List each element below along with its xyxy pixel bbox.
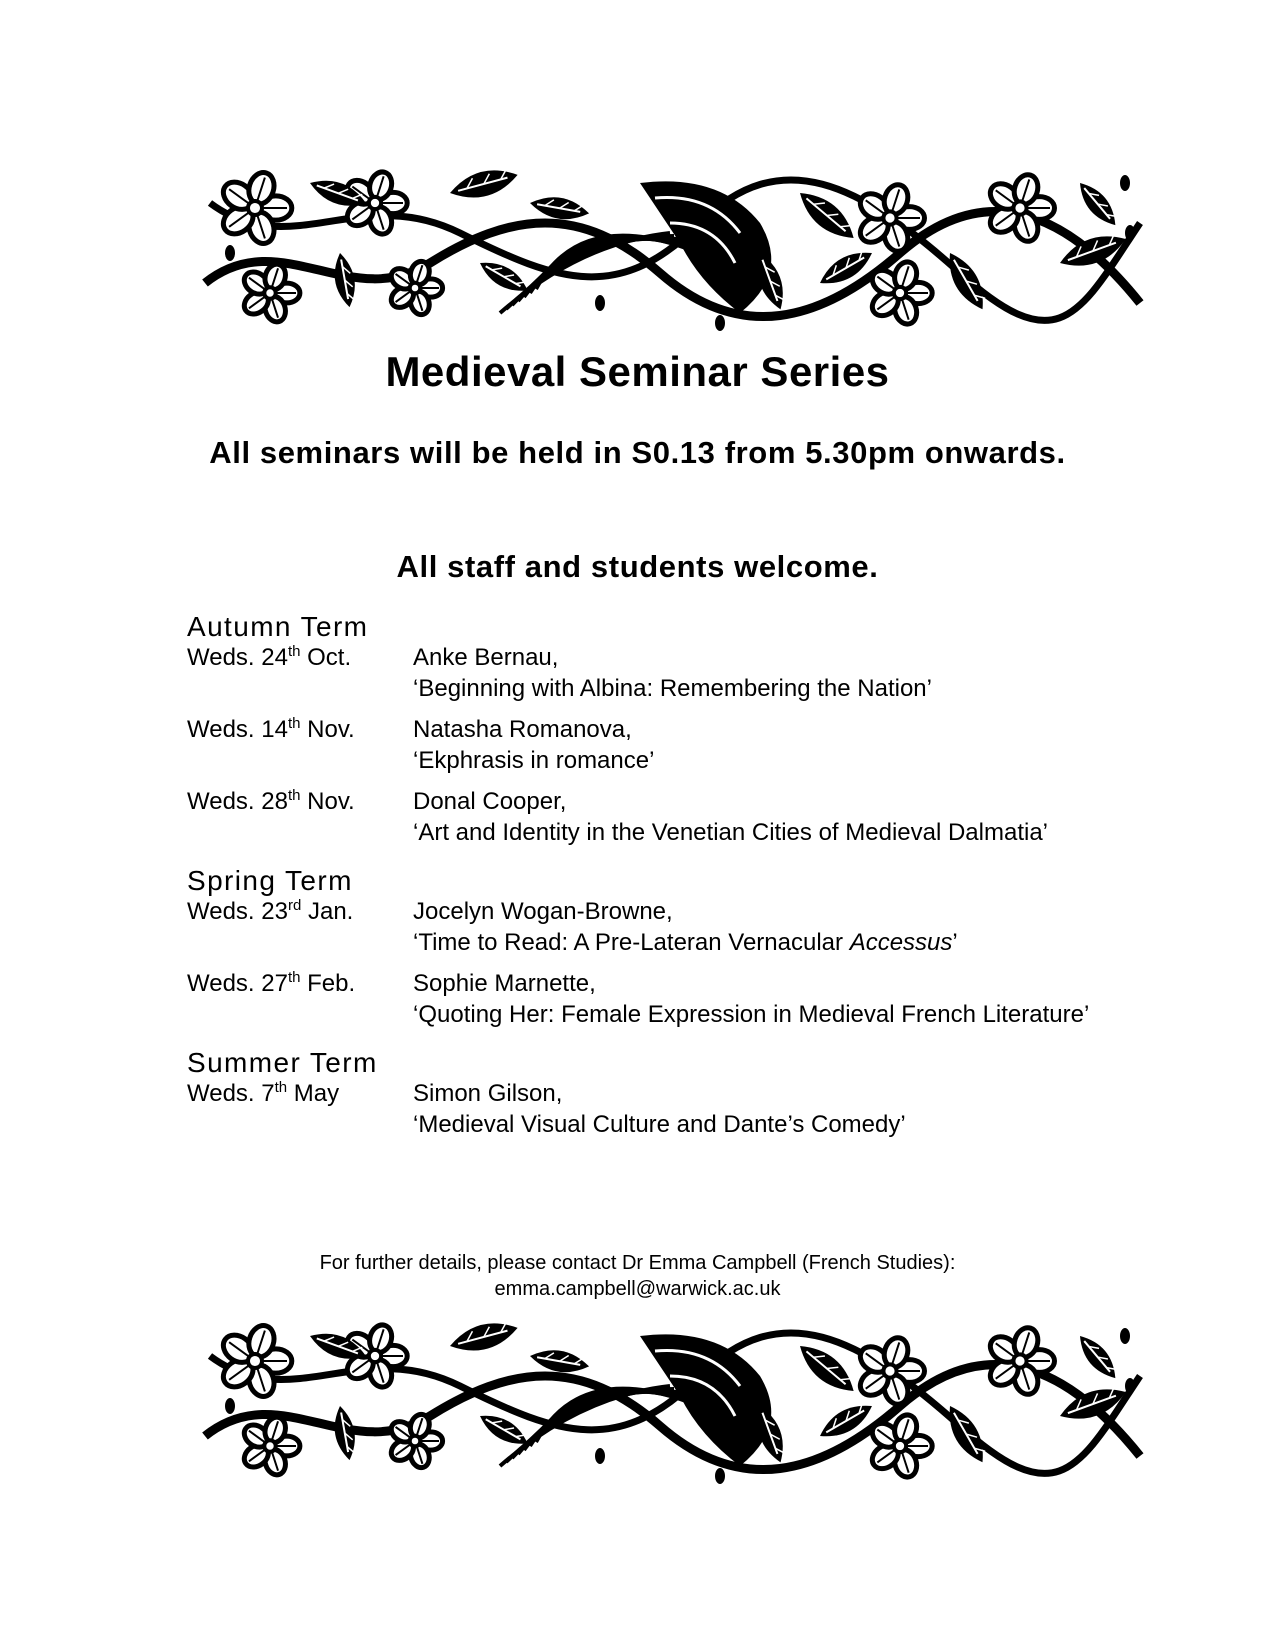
seminar-date: Weds. 7th May xyxy=(187,1079,340,1107)
seminar-schedule xyxy=(187,612,1090,1140)
term-summer xyxy=(187,1048,1090,1140)
speaker-name: Sophie Marnette, xyxy=(413,970,596,997)
speaker-name: Simon Gilson, xyxy=(413,1080,563,1107)
term-heading: Spring Term xyxy=(187,865,353,896)
flower-icon xyxy=(387,259,442,317)
talk-title: ‘Art and Identity in the Venetian Cities of Medieval Dalmatia’ xyxy=(413,819,1049,846)
leaf-icon xyxy=(815,244,877,292)
bud-icon xyxy=(1125,1378,1135,1394)
bud-icon xyxy=(595,295,605,311)
leaf-icon xyxy=(447,163,521,205)
term-heading: Autumn Term xyxy=(187,611,369,642)
seminar-date: Weds. 23rd Jan. xyxy=(187,897,354,925)
bud-icon xyxy=(225,1398,235,1414)
speaker-name: Anke Bernau, xyxy=(413,644,559,671)
flower-icon xyxy=(868,1412,933,1480)
seminar-date: Weds. 27th Feb. xyxy=(187,969,356,997)
contact-info xyxy=(0,1250,1275,1302)
bud-icon xyxy=(225,245,235,261)
seminar-entry xyxy=(187,896,1090,958)
floral-border-bottom-icon xyxy=(200,1316,1146,1484)
seminar-entry xyxy=(187,968,1090,1030)
leaf-icon xyxy=(940,1400,992,1468)
seminar-entry xyxy=(187,786,1090,848)
speaker-name: Jocelyn Wogan-Browne, xyxy=(413,898,673,925)
venue-notice: All seminars will be held in S0.13 from 5.30pm onwards. xyxy=(209,435,1066,470)
talk-title: ‘Quoting Her: Female Expression in Medieval French Literature’ xyxy=(413,1001,1090,1028)
bird-body-icon xyxy=(640,1334,771,1466)
term-spring xyxy=(187,866,1090,1030)
bud-icon xyxy=(715,1468,725,1484)
contact-text: For further details, please contact Dr Emma Campbell (French Studies): xyxy=(319,1252,956,1274)
flower-icon xyxy=(868,259,933,327)
bird-body-icon xyxy=(640,181,771,313)
leaf-icon xyxy=(940,247,992,315)
talk-title: ‘Medieval Visual Culture and Dante’s Comedy’ xyxy=(413,1111,906,1138)
floral-border-top-icon xyxy=(200,163,1146,331)
talk-title: ‘Ekphrasis in romance’ xyxy=(413,747,655,774)
seminar-date: Weds. 28th Nov. xyxy=(187,787,355,815)
flower-icon xyxy=(218,169,292,247)
speaker-name: Donal Cooper, xyxy=(413,788,567,815)
bud-icon xyxy=(1125,225,1135,241)
bud-icon xyxy=(715,315,725,331)
seminar-entry xyxy=(187,714,1090,776)
page-title: Medieval Seminar Series xyxy=(385,348,890,395)
welcome-notice: All staff and students welcome. xyxy=(396,549,879,584)
bud-icon xyxy=(1120,175,1130,191)
flower-icon xyxy=(240,1415,300,1478)
leaf-icon xyxy=(447,1316,521,1358)
flower-icon xyxy=(218,1322,292,1400)
talk-title: ‘Beginning with Albina: Remembering the Nation’ xyxy=(413,675,932,702)
leaf-icon xyxy=(1073,1330,1123,1385)
bud-icon xyxy=(595,1448,605,1464)
term-autumn xyxy=(187,612,1090,848)
bud-icon xyxy=(1120,1328,1130,1344)
flower-icon xyxy=(387,1412,442,1470)
seminar-date: Weds. 14th Nov. xyxy=(187,715,355,743)
talk-title: ‘Time to Read: A Pre-Lateran Vernacular Accessus’ xyxy=(413,929,958,956)
speaker-name: Natasha Romanova, xyxy=(413,716,632,743)
contact-email-link[interactable]: emma.campbell@warwick.ac.uk xyxy=(494,1278,781,1300)
seminar-entry xyxy=(187,1078,1090,1140)
woodcut-ornament xyxy=(205,163,1140,331)
leaf-icon xyxy=(1073,177,1123,232)
seminar-date: Weds. 24th Oct. xyxy=(187,643,352,671)
woodcut-ornament xyxy=(205,1316,1140,1484)
flower-icon xyxy=(240,262,300,325)
leaf-icon xyxy=(815,1397,877,1445)
term-heading: Summer Term xyxy=(187,1047,378,1078)
seminar-entry xyxy=(187,642,1090,704)
